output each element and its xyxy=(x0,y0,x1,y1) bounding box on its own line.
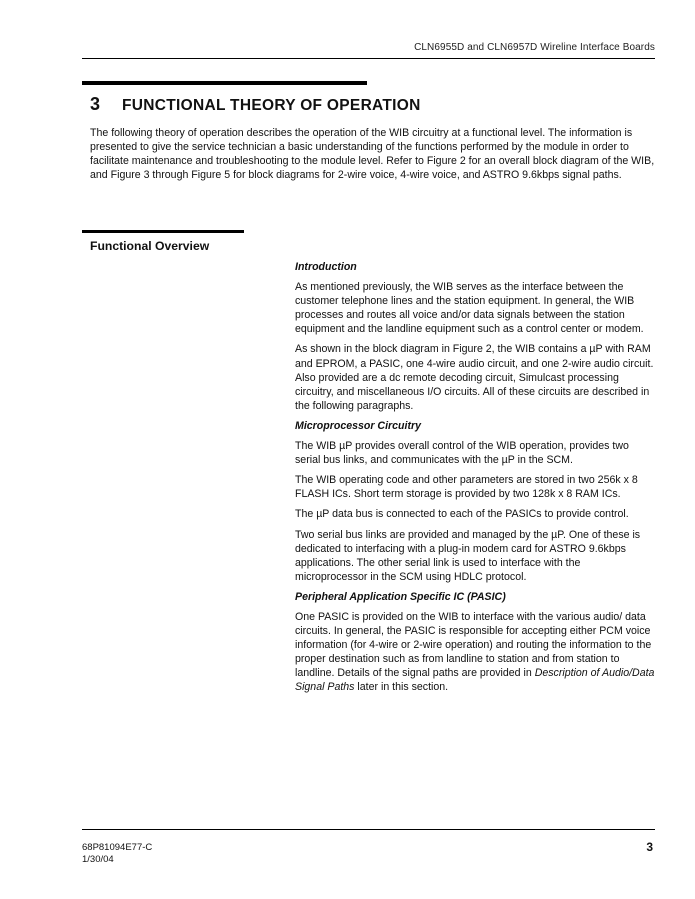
document-date: 1/30/04 xyxy=(82,854,114,865)
pasic-paragraph xyxy=(295,610,655,695)
chapter-heading xyxy=(90,94,421,115)
signal-paths-reference: Description of Audio/Data Signal Paths xyxy=(295,667,655,694)
running-header: CLN6955D and CLN6957D Wireline Interface Boards xyxy=(414,42,655,53)
footer-rule xyxy=(82,829,655,830)
body-column xyxy=(295,260,655,701)
introduction-heading: Introduction xyxy=(295,261,357,273)
pasic-paragraph-end: later in this section. xyxy=(354,681,449,694)
microprocessor-paragraph-3: The µP data bus is connected to each of the PASICs to provide control. xyxy=(295,508,629,521)
section-divider-bar xyxy=(82,230,244,233)
introduction-paragraph-2: As shown in the block diagram in Figure 2, the WIB contains a µP with RAM and EPROM, a PASIC, one 4-wire audio circuit, and one 2-wire audio circuit. Also provided are a dc remote decoding circuit, Simulcast processing circuitry, and miscellaneous I/O circuits. All of these circuits are described in the following paragraphs. xyxy=(295,343,654,412)
chapter-intro-paragraph: The following theory of operation describes the operation of the WIB circuitry at a functional level. The information is presented to give the service technician a basic understanding of the functions performed by the module in order to facilitate maintenance and troubleshooting to the module level. Refer to Figure 2 for an overall block diagram of the WIB, and Figure 3 through Figure 5 for block diagrams for 2-wire voice, 4-wire voice, and ASTRO 9.6kbps signal paths. xyxy=(90,127,655,182)
microprocessor-paragraph-1: The WIB µP provides overall control of the WIB operation, provides two serial bus links, and communicates with the µP in the SCM. xyxy=(295,440,629,467)
pasic-heading: Peripheral Application Specific IC (PASIC) xyxy=(295,590,506,603)
pasic-paragraph-text: One PASIC is provided on the WIB to interface with the various audio/ data circuits. In general, the PASIC is responsible for accepting either PCM voice information (for 4-wire or 2-wire operation) and routing the information to the proper destination such as from landline to station and from station to landline. Details of the signal paths are provided in xyxy=(295,610,652,680)
page-number: 3 xyxy=(646,840,653,854)
footer-document-info xyxy=(82,842,152,866)
chapter-number: 3 xyxy=(90,94,101,114)
section-title: Functional Overview xyxy=(90,239,210,253)
document-number: 68P81094E77-C xyxy=(82,842,153,853)
introduction-paragraph-1: As mentioned previously, the WIB serves as the interface between the customer telephone lines and the station equipment. In general, the WIB processes and routes all voice and/or data signals between the station equipment and the landline equipment such as a control center or modem. xyxy=(295,281,644,336)
header-rule xyxy=(82,58,655,59)
chapter-title: FUNCTIONAL THEORY OF OPERATION xyxy=(122,97,421,114)
microprocessor-heading: Microprocessor Circuitry xyxy=(295,419,421,432)
microprocessor-paragraph-2: The WIB operating code and other parameters are stored in two 256k x 8 FLASH ICs. Short term storage is provided by two 128k x 8 RAM ICs. xyxy=(295,474,638,501)
chapter-divider-bar xyxy=(82,81,367,85)
microprocessor-paragraph-4: Two serial bus links are provided and managed by the µP. One of these is dedicated to interfacing with a plug-in modem card for ASTRO 9.6kbps applications. The other serial link is used to interface with the microprocessor in the SCM using HDLC protocol. xyxy=(295,528,641,583)
